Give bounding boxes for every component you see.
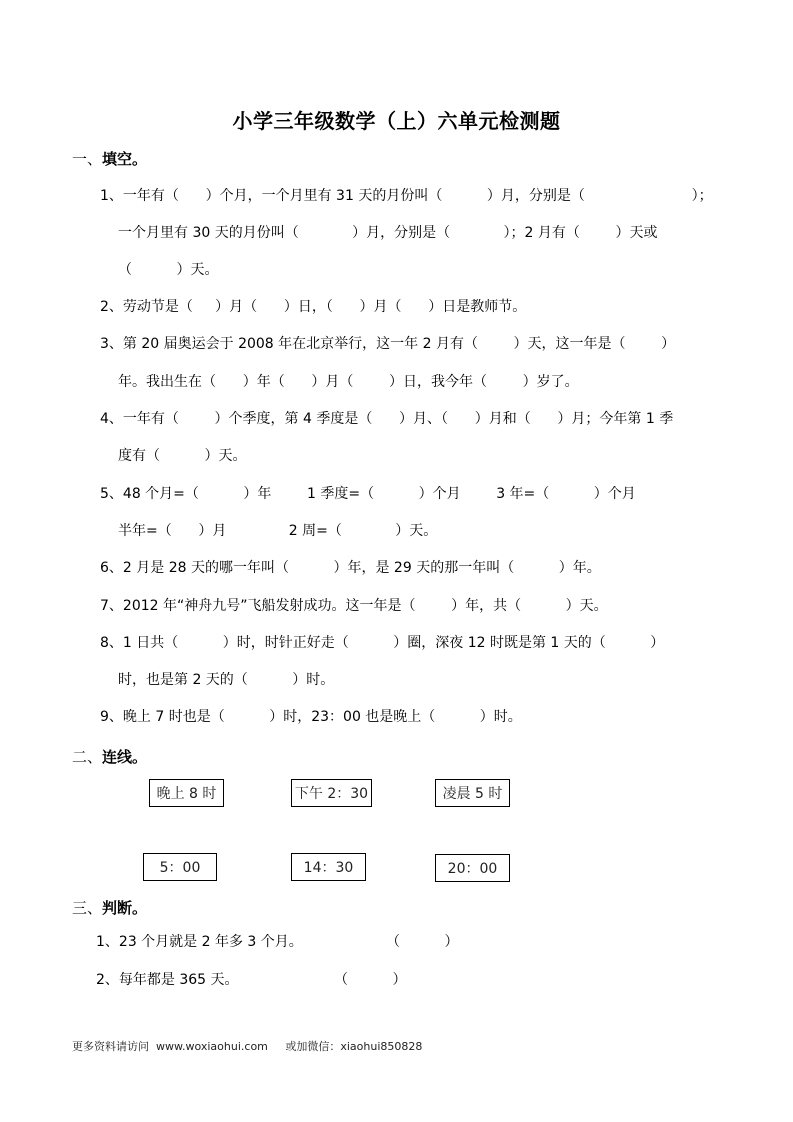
section-fill-heading	[72, 148, 147, 169]
fill-q6: 6、2 月是 28 天的哪一年叫（ ）年，是 29 天的那一年叫（ ）年。	[100, 560, 601, 576]
section-match-heading	[72, 746, 147, 767]
section-number: 二、	[72, 748, 103, 766]
fill-q9: 9、晚上 7 时也是（ ）时，23：00 也是晚上（ ）时。	[100, 709, 522, 725]
judge-item-1-answer[interactable]: （ ）	[386, 934, 459, 950]
fill-q7: 7、2012 年“神舟九号”飞船发射成功。这一年是（ ）年，共（ ）天。	[100, 598, 608, 614]
section-number: 三、	[72, 899, 103, 917]
page-title: 小学三年级数学（上）六单元检测题	[232, 109, 561, 133]
fill-q1-line2: 一个月里有 30 天的月份叫（ ）月，分别是（ ）；2 月有（ ）天或	[118, 225, 658, 241]
match-top-box-2[interactable]: 下午 2：30	[291, 779, 372, 807]
fill-q4-line1: 4、一年有（ ）个季度，第 4 季度是（ ）月、（ ）月和（ ）月；今年第 1 季	[100, 411, 674, 427]
fill-q1-line1: 1、一年有（ ）个月，一个月里有 31 天的月份叫（ ）月，分别是（ ）；	[100, 188, 713, 204]
match-bottom-box-3[interactable]: 20：00	[435, 854, 510, 882]
judge-item-2-text: 2、每年都是 365 天。	[96, 972, 239, 988]
match-bottom-box-1[interactable]: 5：00	[143, 853, 217, 881]
judge-item-1-text: 1、23 个月就是 2 年多 3 个月。	[96, 934, 303, 950]
fill-q5-line2: 半年=（ ）月 2 周=（ ）天。	[118, 523, 438, 539]
section-number: 一、	[72, 150, 103, 168]
fill-q5-line1: 5、48 个月=（ ）年 1 季度=（ ）个月 3 年=（ ）个月	[100, 486, 636, 502]
fill-q3-line2: 年。我出生在（ ）年（ ）月（ ）日，我今年（ ）岁了。	[118, 374, 579, 390]
fill-q1-line3: （ ）天。	[118, 262, 219, 278]
match-top-box-3[interactable]: 凌晨 5 时	[435, 779, 510, 807]
footer-note: 更多资料请访问 www.woxiaohui.com 或加微信：xiaohui850828	[72, 1040, 423, 1053]
fill-q8-line1: 8、1 日共（ ）时，时针正好走（ ）圈，深夜 12 时既是第 1 天的（ ）	[100, 635, 665, 651]
fill-q2: 2、劳动节是（ ）月（ ）日，（ ）月（ ）日是教师节。	[100, 299, 527, 315]
section-label: 判断。	[102, 899, 148, 917]
fill-q4-line2: 度有（ ）天。	[118, 448, 247, 464]
section-label: 填空。	[102, 150, 148, 168]
fill-q8-line2: 时，也是第 2 天的（ ）时。	[118, 672, 335, 688]
section-label: 连线。	[102, 748, 148, 766]
judge-item-2-answer[interactable]: （ ）	[334, 972, 407, 988]
match-bottom-box-2[interactable]: 14：30	[291, 853, 366, 881]
section-judge-heading	[72, 897, 147, 918]
match-top-box-1[interactable]: 晚上 8 时	[149, 779, 224, 807]
fill-q3-line1: 3、第 20 届奥运会于 2008 年在北京举行，这一年 2 月有（ ）天，这一年是（ ）	[100, 336, 676, 352]
